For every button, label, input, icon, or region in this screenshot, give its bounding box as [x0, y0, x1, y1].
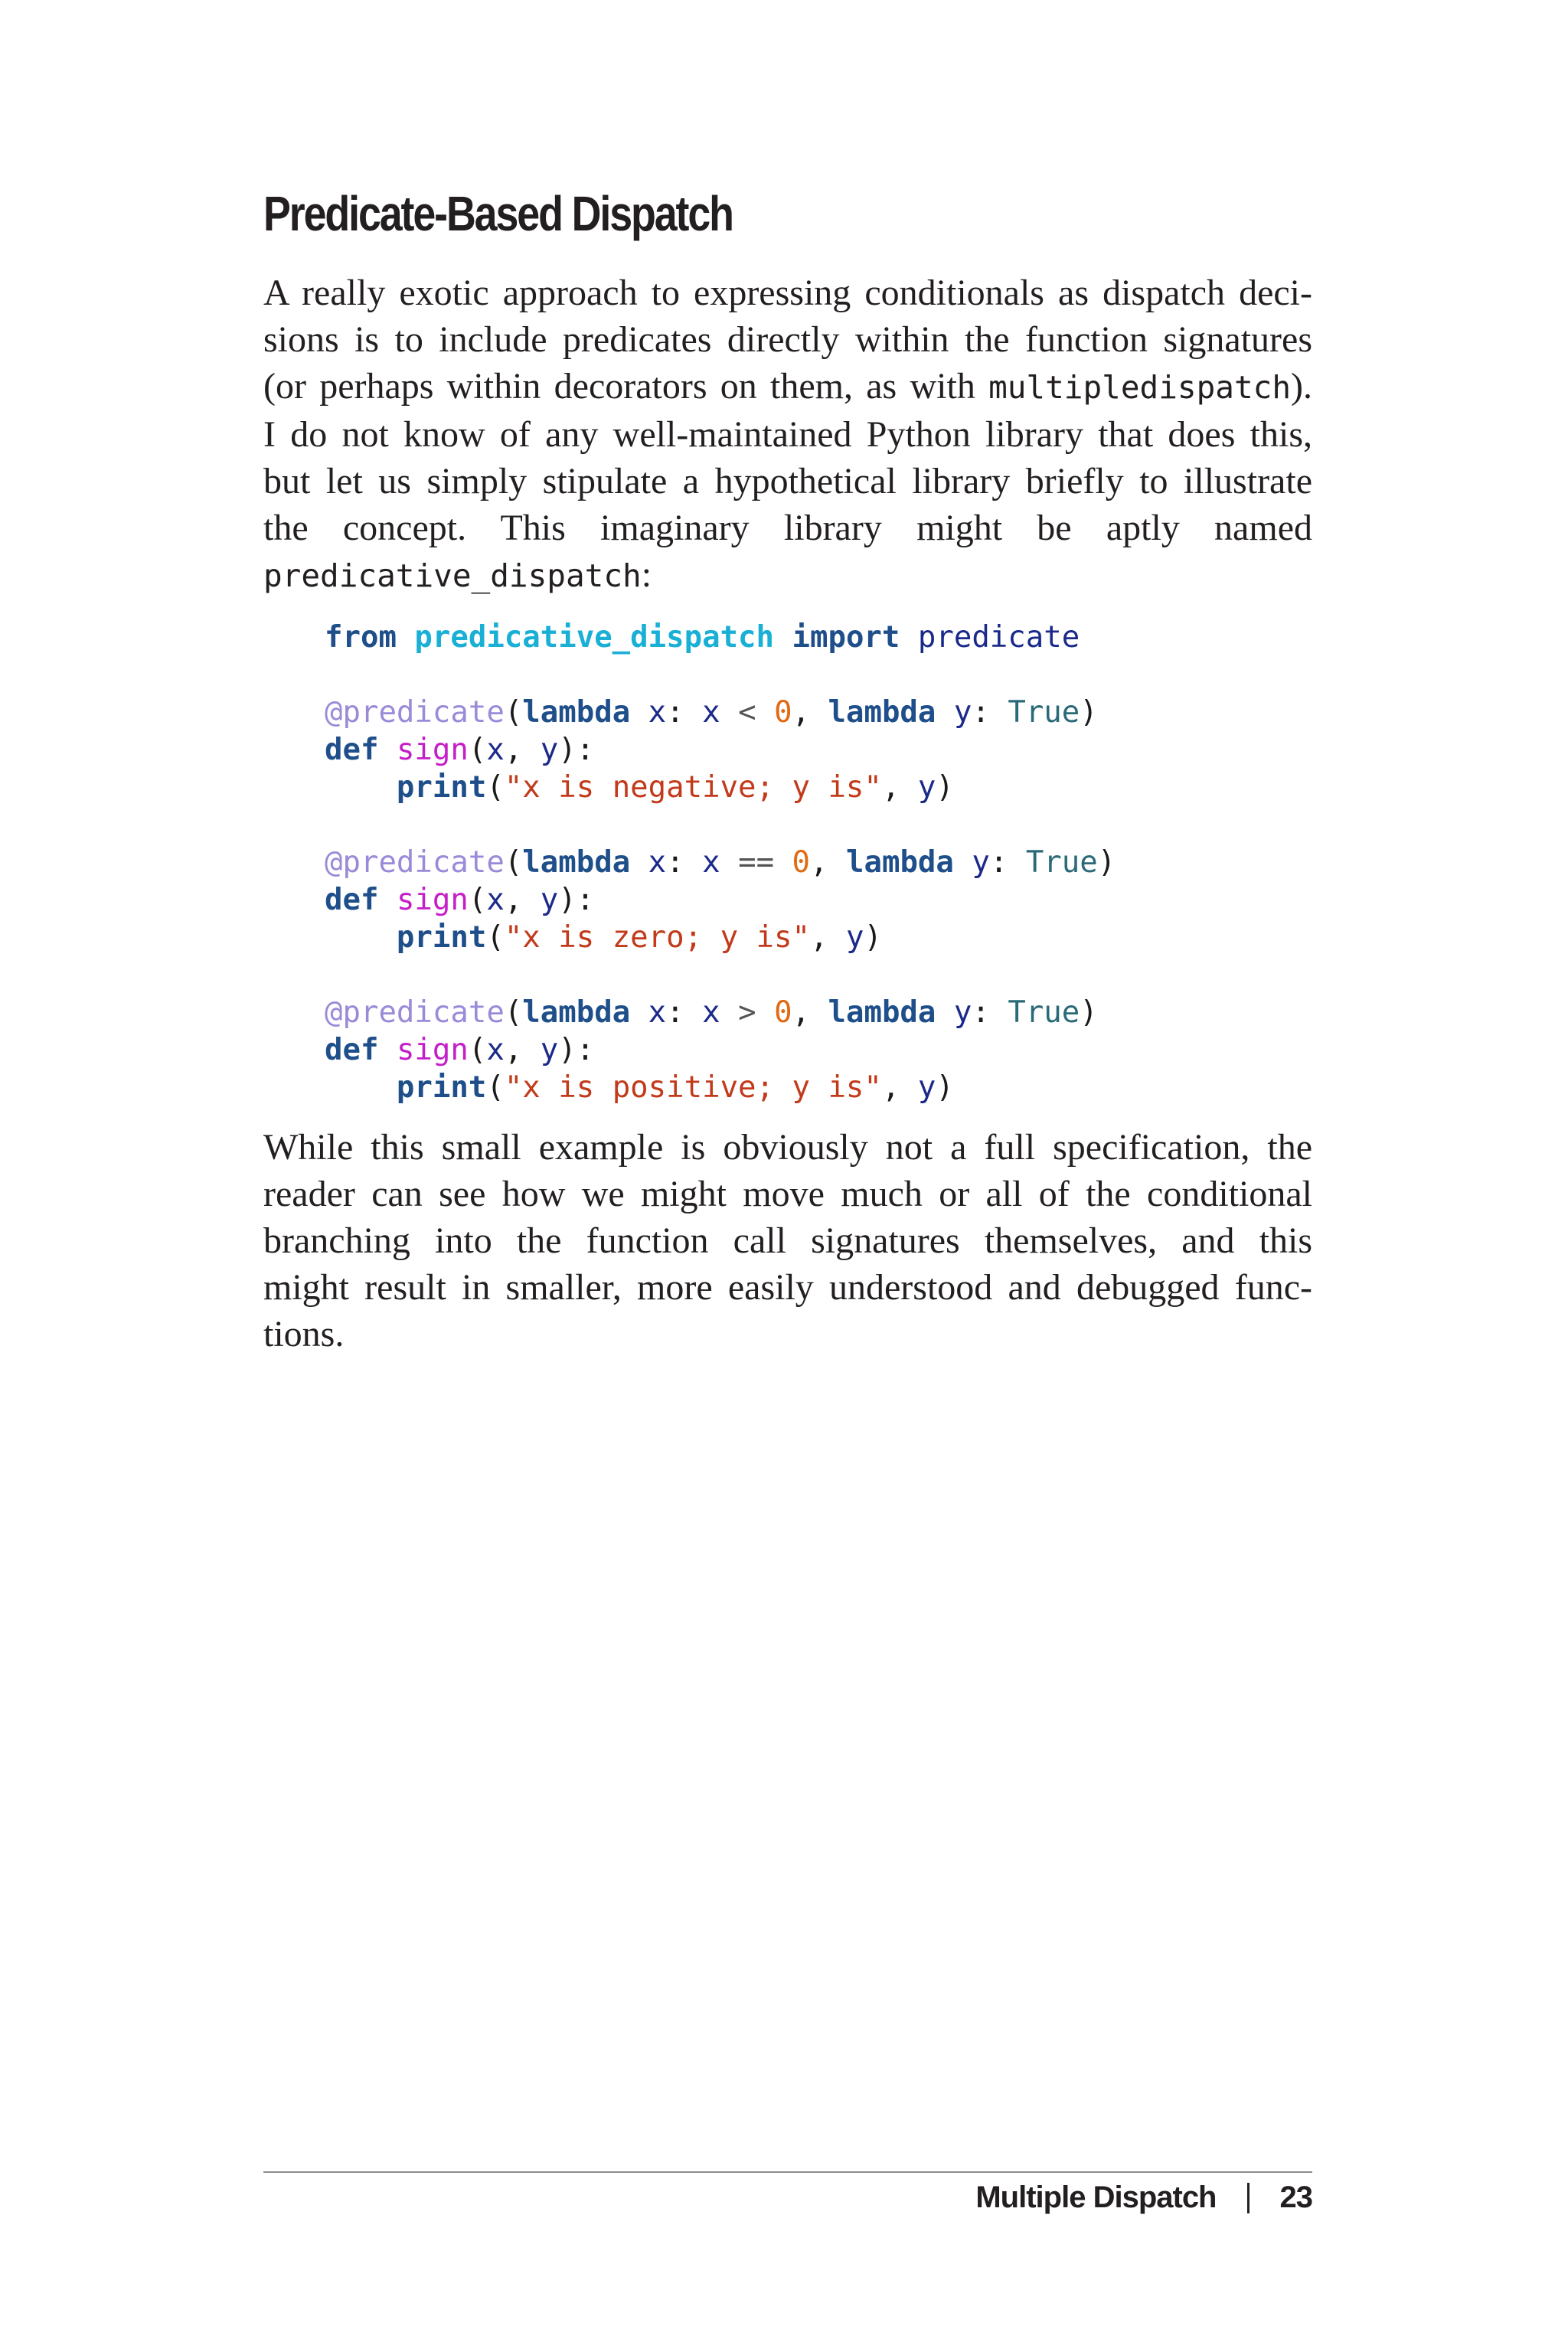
- page-footer: [975, 2180, 1312, 2215]
- paragraph-line: A really exotic approach to expressing conditionals as dispatch deci-: [263, 273, 1312, 313]
- intro-paragraph: [263, 270, 1312, 599]
- inline-code-multipledispatch: multipledispatch: [988, 369, 1292, 406]
- footer-section-title: Multiple Dispatch: [975, 2180, 1217, 2214]
- closing-paragraph: [263, 1124, 1312, 1357]
- paragraph-line: tions.: [263, 1314, 345, 1354]
- code-block: @predicate(lambda x: x < 0, lambda y: True) def sign(x, y): print("x is negative; y is", y): [325, 695, 1098, 805]
- paragraph-line: sions is to include predicates directly within the function signatures: [263, 319, 1312, 360]
- paragraph-text: :: [641, 554, 652, 595]
- paragraph-line: [263, 363, 1312, 411]
- paragraph-line: branching into the function call signatures themselves, and this: [263, 1220, 1312, 1261]
- paragraph-line: the concept. This imaginary library might be aptly named: [263, 508, 1312, 548]
- paragraph-line: While this small example is obviously not a full specification, the: [263, 1127, 1312, 1168]
- paragraph-text: ).: [1291, 366, 1312, 407]
- paragraph-line: I do not know of any well-maintained Python library that does this,: [263, 414, 1312, 455]
- code-listing: [325, 619, 1116, 1106]
- paragraph-line: [263, 551, 1312, 599]
- code-line-import: from predicative_dispatch import predicate: [325, 620, 1080, 655]
- footer-separator: [1247, 2183, 1250, 2213]
- page-number: 23: [1279, 2180, 1312, 2214]
- footer-divider: [263, 2171, 1312, 2173]
- code-block: @predicate(lambda x: x > 0, lambda y: True) def sign(x, y): print("x is positive; y is", y): [325, 995, 1098, 1105]
- code-block: @predicate(lambda x: x == 0, lambda y: True) def sign(x, y): print("x is zero; y is", y): [325, 845, 1116, 955]
- book-page: [263, 0, 1312, 2352]
- paragraph-text: (or perhaps within decorators on them, as with: [263, 366, 989, 407]
- paragraph-line: reader can see how we might move much or all of the conditional: [263, 1174, 1312, 1214]
- section-heading: Predicate-Based Dispatch: [263, 186, 733, 241]
- inline-code-predicative-dispatch: predicative_dispatch: [263, 557, 642, 594]
- paragraph-line: might result in smaller, more easily understood and debugged func-: [263, 1267, 1312, 1308]
- paragraph-line: but let us simply stipulate a hypothetical library briefly to illustrate: [263, 461, 1312, 501]
